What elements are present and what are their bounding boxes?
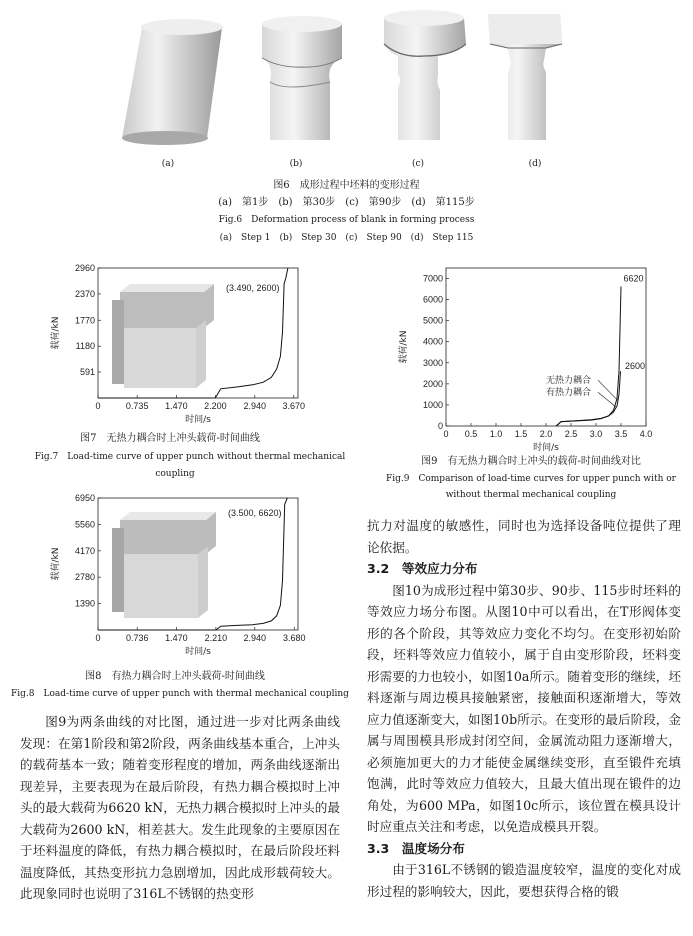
fig7-xtick-label: 2.200 xyxy=(204,401,227,411)
fig7-ytick-label: 2960 xyxy=(74,263,95,273)
fig9-xtick-label: 0 xyxy=(443,429,449,439)
fig8-xtick-label: 3.680 xyxy=(283,633,306,643)
fig9-ytick-label: 6000 xyxy=(422,294,443,305)
fig6b-blank xyxy=(262,16,342,140)
fig9-xtick-label: 3.5 xyxy=(614,429,628,439)
fig7-annotation: (3.490, 2600) xyxy=(226,283,280,293)
fig9-caption-en-2: without thermal mechanical coupling xyxy=(445,490,617,500)
fig9-xtick-label: 1.5 xyxy=(514,429,528,439)
fig7-caption-en-2: coupling xyxy=(155,469,195,479)
fig9-series-line-1 xyxy=(557,287,622,427)
fig7-ytick-label: 2370 xyxy=(74,288,95,299)
fig6-label-d: (d) xyxy=(528,159,542,169)
fig9-legend-with: 有热力耦合 xyxy=(546,387,592,398)
fig9-xtick-label: 2.5 xyxy=(564,429,578,439)
fig8-chart xyxy=(0,488,340,660)
fig9-ytick-label: 0 xyxy=(437,421,443,431)
fig7-ytick-label: 591 xyxy=(79,367,95,378)
fig8-xlabel: 时间/s xyxy=(185,647,211,657)
fig9-xtick-label: 4.0 xyxy=(639,429,653,439)
fig9-xlabel: 时间/s xyxy=(533,443,559,453)
fig9-caption-cn: 图9 有无热力耦合时上冲头的载荷-时间曲线对比 xyxy=(421,456,641,467)
fig7-ylabel: 载荷/kN xyxy=(51,316,61,350)
fig7-chart xyxy=(0,256,340,426)
fig8-ylabel: 载荷/kN xyxy=(51,547,61,581)
fig9-caption-en-1: Fig.9 Comparison of load-time curves for upper punch with or xyxy=(386,474,676,484)
fig9-ylabel: 载荷/kN xyxy=(399,330,409,364)
fig8-caption-en: Fig.8 Load-time curve of upper punch with thermal mechanical coupling xyxy=(11,689,349,699)
fig6-label-a: (a) xyxy=(161,159,175,169)
fig9-ytick-label: 2000 xyxy=(422,378,443,389)
fig7-caption-en-1: Fig.7 Load-time curve of upper punch without thermal mechanical xyxy=(34,452,346,462)
fig7-ytick-label: 1770 xyxy=(74,315,95,326)
fig8-xtick-label: 2.210 xyxy=(204,633,228,643)
fig8-ytick-label: 2780 xyxy=(74,572,95,583)
fig6-caption-en: Fig.6 Deformation process of blank in forming process xyxy=(218,215,475,225)
fig7-xtick-label: 1.470 xyxy=(165,401,188,411)
fig8-ytick-label: 6950 xyxy=(74,493,95,503)
fig9-chart xyxy=(376,260,686,456)
fig9-ytick-label: 7000 xyxy=(422,273,443,284)
fig8-ytick-label: 1390 xyxy=(74,598,95,609)
section-3-2-heading: 3.2 等效应力分布 xyxy=(367,561,478,576)
fig6-renders xyxy=(0,0,693,160)
fig6d-tee xyxy=(488,14,562,140)
fig8-xtick-label: 0 xyxy=(95,633,101,643)
fig8-annotation: (3.500, 6620) xyxy=(228,508,282,518)
fig8-caption-cn: 图8 有热力耦合时上冲头载荷-时间曲线 xyxy=(85,671,265,682)
fig7-xtick-label: 0.735 xyxy=(125,401,149,411)
section-3-3-heading: 3.3 温度场分布 xyxy=(367,840,465,856)
fig7-xtick-label: 2.940 xyxy=(243,401,267,411)
paragraph-stress: 图10为成形过程中第30步、90步、115步时坯料的等效应力场分布图。从图10中可以看出，在T形阀体变形的各个阶段，其等效应力变化不均匀。在变形初始阶段，坯料等效应力值较小，属于自由变形阶段，坯料变形需要的力也较小，如图10a所示。随着变形的继续，坯料逐渐与周边模具接触紧密，接触面积逐渐增大，等效应力值逐渐变大，如图10b所示。在变形的最后阶段，金属与周围模具形成封闭空间，金属流动阻力逐渐增大，必须施加更大的力才能使金属继续变形，直至锻件充填饱满，此时等效应力值较大，且最大值出现在锻件的边角处，为600 MPa，如图10c所示，该位置在模具设计时应重点关注和考虑，以免造成模具开裂。 xyxy=(367,582,681,834)
fig9-end-label-low: 2600 xyxy=(625,361,646,372)
paragraph-continuation: 抗力对温度的敏感性，同时也为选择设备吨位提供了理论依据。 xyxy=(367,518,681,555)
fig8-xtick-label: 0.736 xyxy=(125,633,149,643)
fig9-xtick-label: 3.0 xyxy=(589,429,603,439)
fig8-ytick-label: 4170 xyxy=(74,545,95,556)
fig6-sub-cn: (a) 第1步 (b) 第30步 (c) 第90步 (d) 第115步 xyxy=(218,197,475,208)
fig7-xlabel: 时间/s xyxy=(185,415,211,425)
fig8-ytick-label: 5560 xyxy=(74,519,95,530)
fig9-xtick-label: 0.5 xyxy=(464,429,478,439)
fig6-sub-en: (a) Step 1 (b) Step 30 (c) Step 90 (d) Step 115 xyxy=(219,233,474,243)
fig6-caption-cn: 图6 成形过程中坯料的变形过程 xyxy=(273,180,420,191)
fig8-inset-model xyxy=(112,512,216,618)
fig6c-blank xyxy=(384,10,466,140)
fig6-label-c: (c) xyxy=(411,159,425,169)
fig7-ytick-label: 1180 xyxy=(75,341,95,352)
fig7-xtick-label: 3.670 xyxy=(282,401,305,411)
fig8-xtick-label: 1.470 xyxy=(165,633,188,643)
fig7-inset-model xyxy=(112,284,214,388)
fig9-ytick-label: 3000 xyxy=(422,357,443,368)
fig6a-cylinder xyxy=(122,19,223,145)
paragraph-temperature: 由于316L不锈钢的锻造温度较窄，温度的变化对成形过程的影响较大，因此，要想获得合格的锻 xyxy=(367,862,681,899)
fig9-leader-with xyxy=(598,392,616,407)
fig8-xtick-label: 2.940 xyxy=(243,633,267,643)
fig9-xtick-label: 1.0 xyxy=(489,429,503,439)
fig9-ytick-label: 1000 xyxy=(422,399,443,410)
fig9-xtick-label: 2.0 xyxy=(539,429,553,439)
paragraph-left xyxy=(20,711,340,905)
fig9-ytick-label: 5000 xyxy=(422,315,443,326)
paragraph-right xyxy=(367,515,681,902)
fig6-label-b: (b) xyxy=(289,159,303,169)
fig9-legend-without: 无热力耦合 xyxy=(546,375,592,386)
fig9-ytick-label: 4000 xyxy=(422,336,443,347)
fig7-xtick-label: 0 xyxy=(95,401,101,411)
paragraph-fig9-discussion: 图9为两条曲线的对比图，通过进一步对比两条曲线发现：在第1阶段和第2阶段，两条曲线基本重合，上冲头的载荷基本一致；随着变形程度的增加，两条曲线逐渐出现差异，主要表现为在最后阶段，有热力耦合模拟时上冲头的最大载荷为6620 kN，无热力耦合模拟时上冲头的最大载荷为2600 kN，相差甚大。发生此现象的主要原因在于坯料温度的降低，有热力耦合模拟时，在最后阶段坯料温度降低，其热变形抗力急剧增加，因此成形载荷较大。此现象同时也说明了316L不锈钢的热变形 xyxy=(20,714,340,901)
fig7-caption-cn: 图7 无热力耦合时上冲头载荷-时间曲线 xyxy=(80,433,260,444)
fig9-end-label-high: 6620 xyxy=(623,273,644,284)
fig9-leader-without xyxy=(598,380,618,400)
